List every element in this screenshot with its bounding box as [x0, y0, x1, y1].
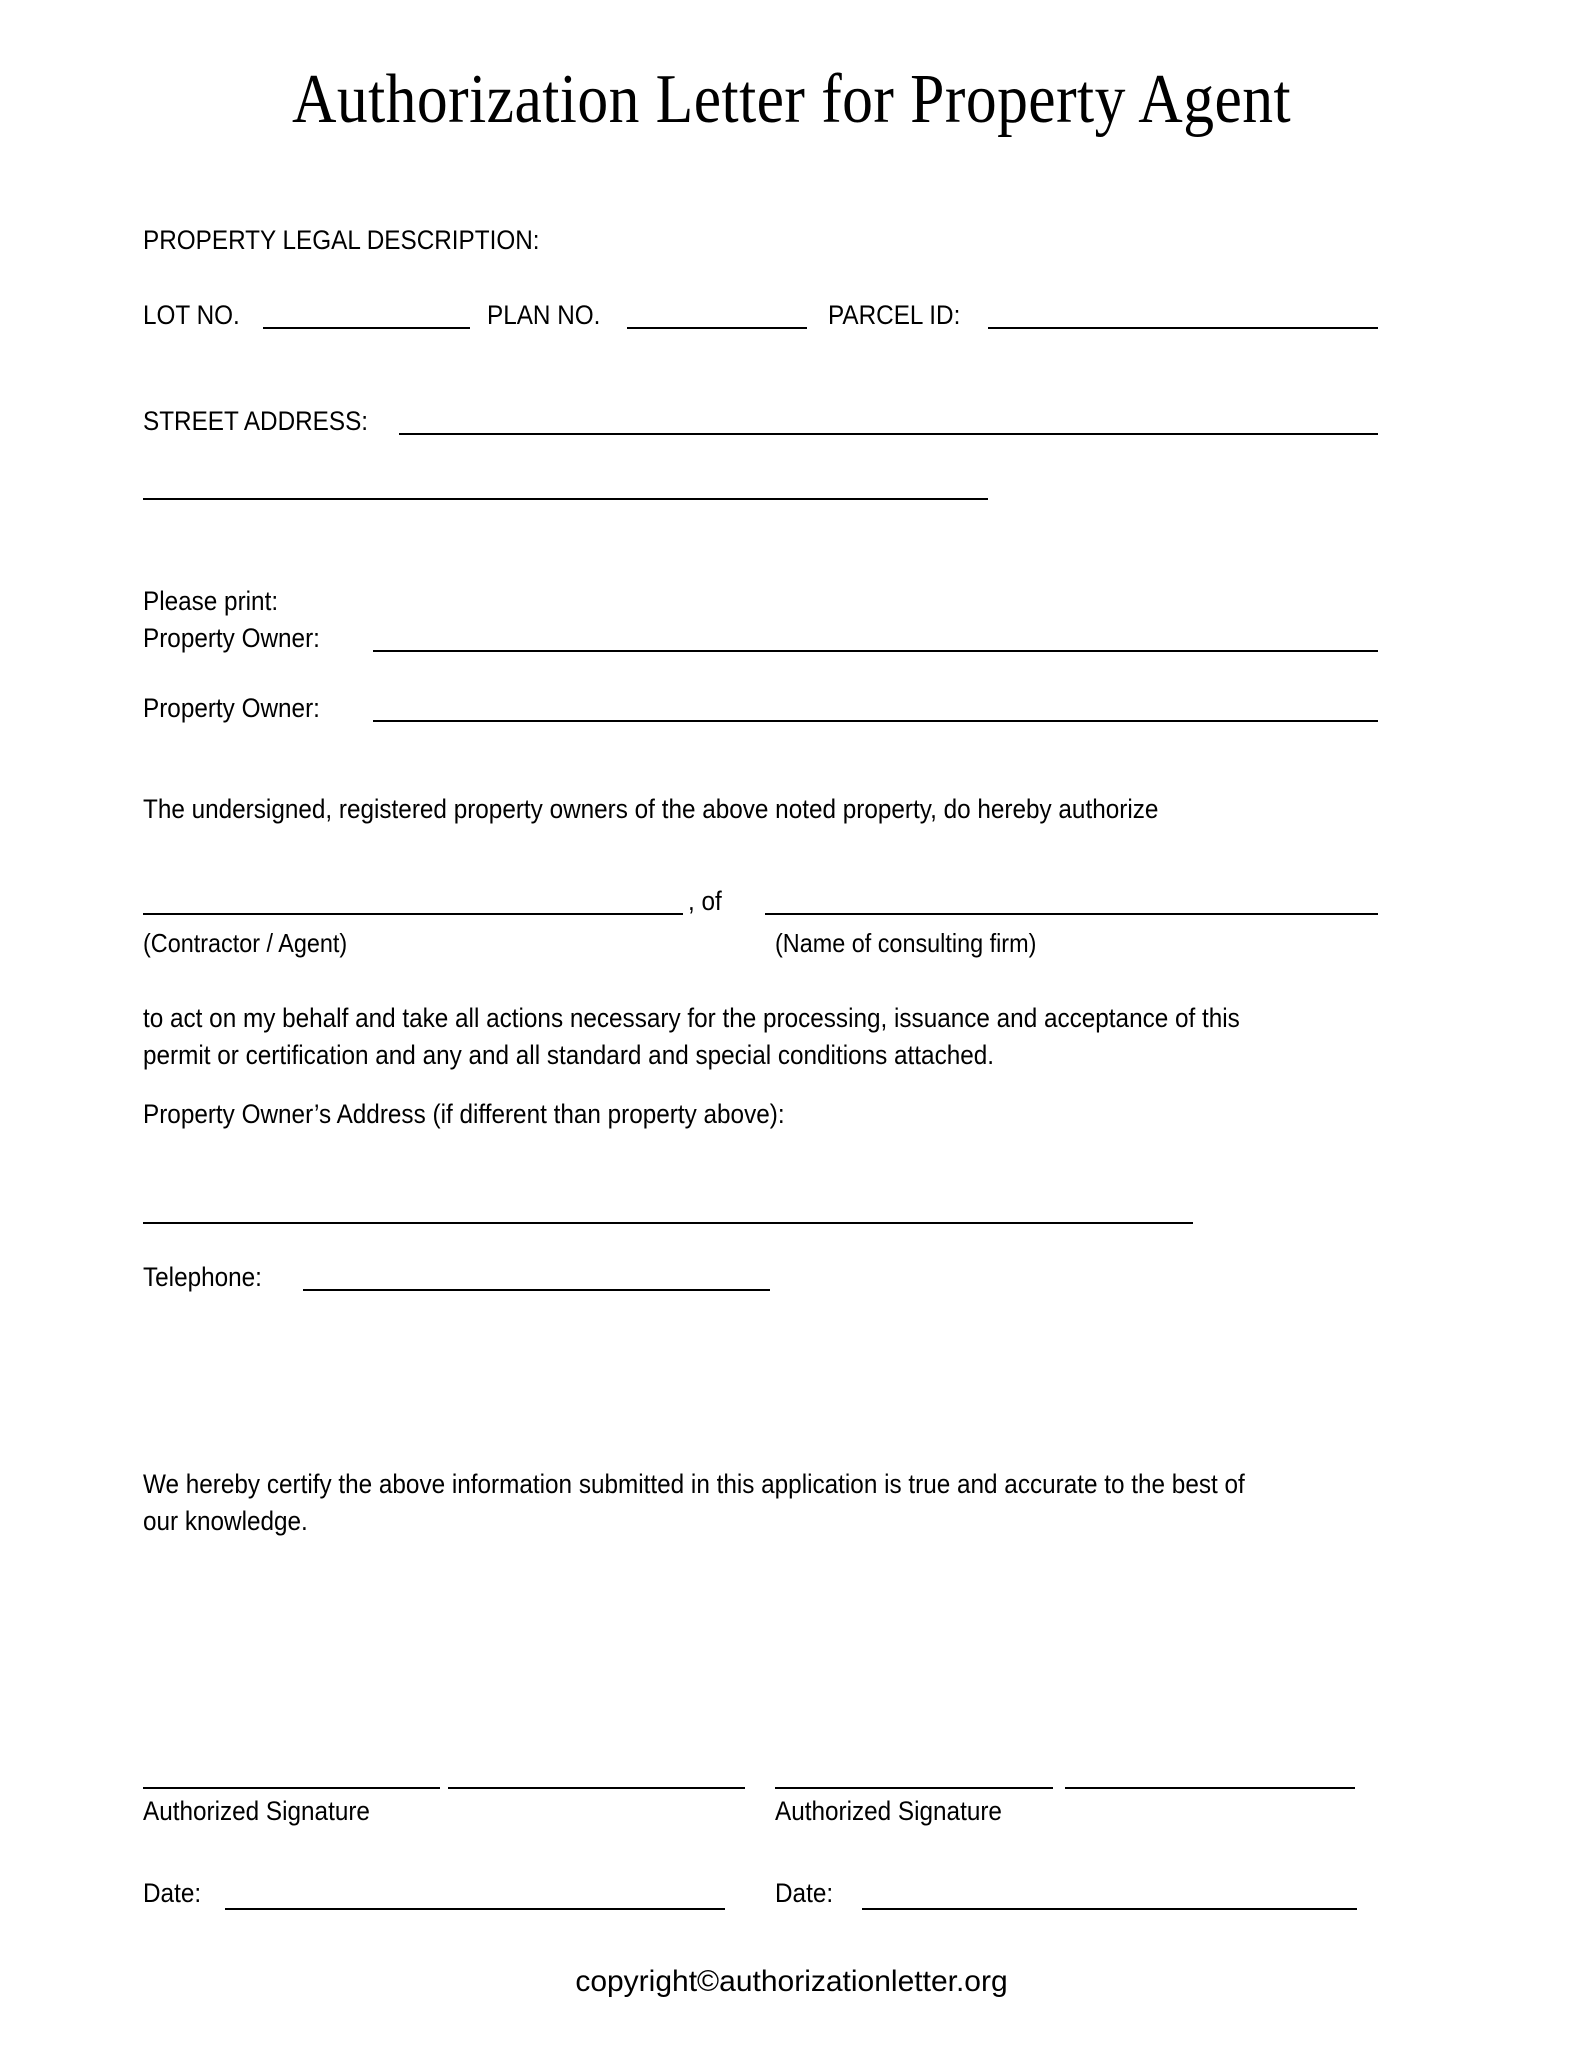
- street-address-blank-line-1[interactable]: [399, 433, 1378, 435]
- page-title: Authorization Letter for Property Agent: [291, 61, 1292, 138]
- plan-no-blank[interactable]: [627, 327, 807, 329]
- date-label-right: Date:: [775, 1878, 834, 1908]
- telephone-label: Telephone:: [143, 1262, 262, 1292]
- authorized-signature-blank-left-2[interactable]: [448, 1787, 745, 1789]
- of-connector: , of: [688, 886, 722, 916]
- certify-paragraph: We hereby certify the above information submitted in this application is true and accurate to the best of our knowledge.: [143, 1469, 1245, 1536]
- consulting-firm-caption: (Name of consulting firm): [775, 928, 1037, 958]
- property-owner-blank-2[interactable]: [373, 720, 1378, 722]
- parcel-id-label: PARCEL ID:: [828, 300, 961, 330]
- date-label-left: Date:: [143, 1878, 202, 1908]
- authorized-signature-blank-right-2[interactable]: [1065, 1787, 1355, 1789]
- street-address-blank-line-2[interactable]: [143, 498, 988, 500]
- footer-copyright: copyright©authorizationletter.org: [575, 1965, 1008, 1998]
- please-print-label: Please print:: [143, 586, 279, 616]
- authorized-signature-blank-right-1[interactable]: [775, 1787, 1053, 1789]
- undersigned-paragraph: The undersigned, registered property owners of the above noted property, do hereby authorize: [143, 794, 1159, 824]
- owner-address-label: Property Owner’s Address (if different than property above):: [143, 1099, 785, 1129]
- authorized-signature-label-left: Authorized Signature: [143, 1796, 370, 1826]
- contractor-agent-caption: (Contractor / Agent): [143, 928, 348, 958]
- date-blank-right[interactable]: [862, 1908, 1357, 1910]
- legal-description-heading: PROPERTY LEGAL DESCRIPTION:: [143, 225, 540, 255]
- telephone-blank[interactable]: [303, 1289, 770, 1291]
- authorized-signature-blank-left-1[interactable]: [143, 1787, 440, 1789]
- consulting-firm-blank[interactable]: [765, 913, 1378, 915]
- owner-address-blank[interactable]: [143, 1222, 1193, 1224]
- plan-no-label: PLAN NO.: [487, 300, 601, 330]
- property-owner-blank-1[interactable]: [373, 650, 1378, 652]
- parcel-id-blank[interactable]: [988, 327, 1378, 329]
- date-blank-left[interactable]: [225, 1908, 725, 1910]
- contractor-agent-blank[interactable]: [143, 913, 683, 915]
- authorized-signature-label-right: Authorized Signature: [775, 1796, 1002, 1826]
- lot-no-blank[interactable]: [263, 327, 470, 329]
- property-owner-label-1: Property Owner:: [143, 623, 320, 653]
- street-address-label: STREET ADDRESS:: [143, 406, 369, 436]
- property-owner-label-2: Property Owner:: [143, 693, 320, 723]
- lot-no-label: LOT NO.: [143, 300, 240, 330]
- act-on-behalf-paragraph: to act on my behalf and take all actions necessary for the processing, issuance and acceptance of this permit or certification and any and all standard and special conditions attached.: [143, 1003, 1240, 1070]
